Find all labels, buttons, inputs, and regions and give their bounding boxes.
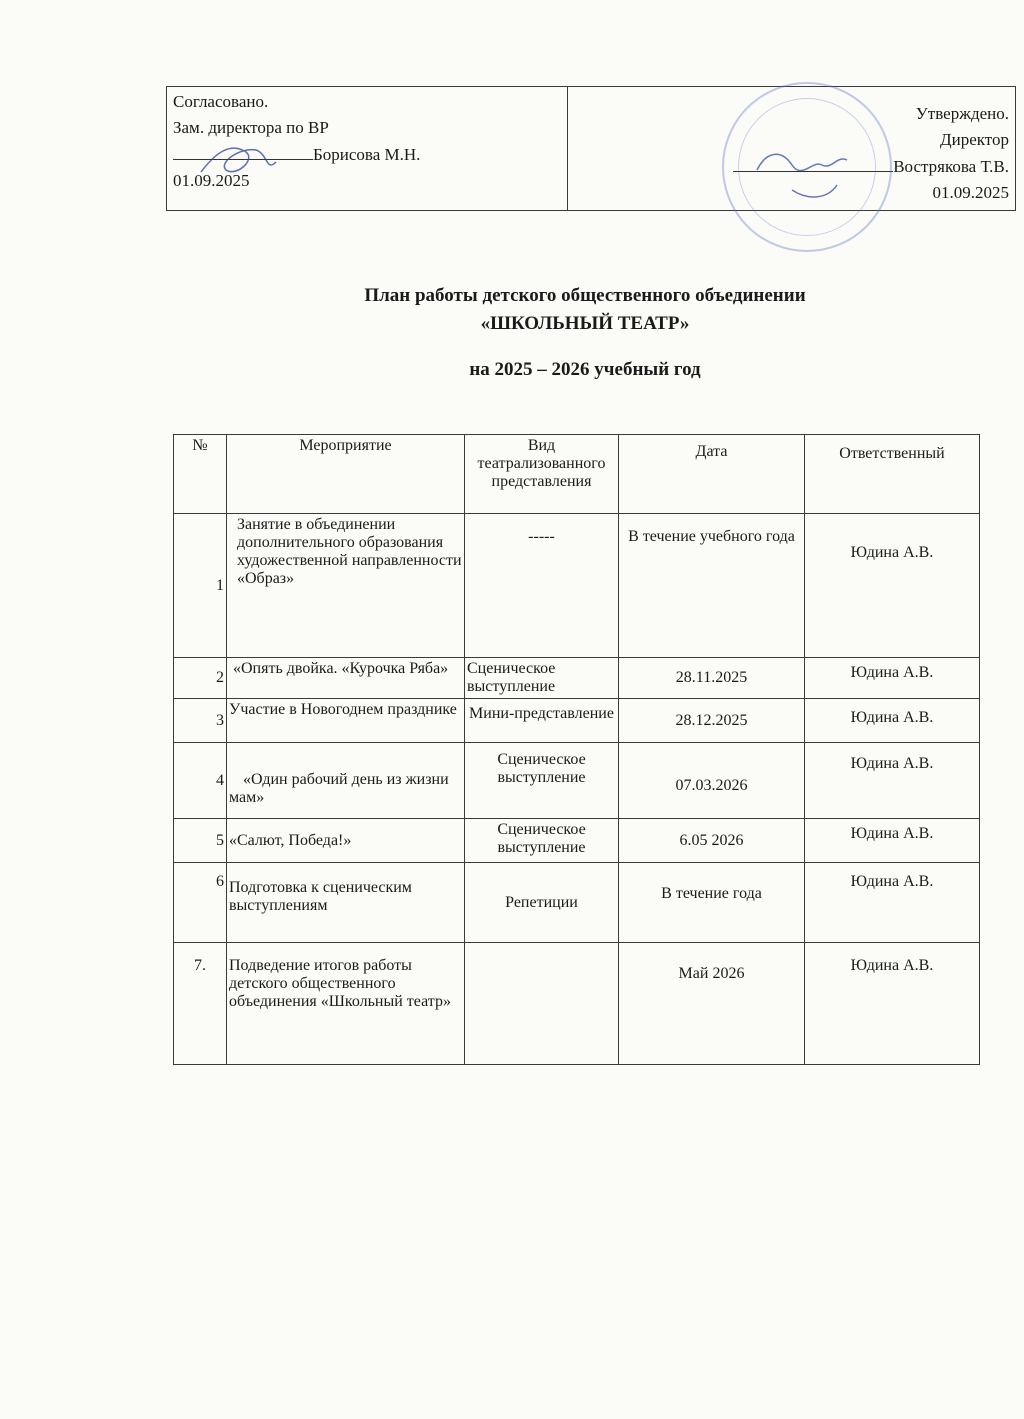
row-type: Мини-представление [465, 699, 619, 743]
approved-position: Директор [940, 130, 1009, 149]
row-resp: Юдина А.В. [805, 743, 980, 819]
agreed-cell [167, 87, 568, 211]
title-line-1: План работы детского общественного объединении [364, 285, 806, 306]
row-date: В течение года [619, 863, 805, 943]
title-line-3: на 2025 – 2026 учебный год [469, 359, 701, 380]
row-date: Май 2026 [619, 943, 805, 1065]
title-line-2: «ШКОЛЬНЫЙ ТЕАТР» [480, 313, 690, 334]
row-resp: Юдина А.В. [805, 819, 980, 863]
row-type: Репетиции [465, 863, 619, 943]
row-num: 3 [174, 699, 227, 743]
row-resp: Юдина А.В. [805, 514, 980, 658]
header-date: Дата [619, 435, 805, 514]
agreed-date: 01.09.2025 [173, 171, 250, 190]
row-date: 28.11.2025 [619, 658, 805, 699]
row-date: В течение учебного года [619, 514, 805, 658]
agreed-position: Зам. директора по ВР [173, 118, 329, 137]
document-title [0, 282, 1024, 384]
row-num: 1 [174, 514, 227, 658]
plan-table [173, 434, 980, 1065]
row-num: 2 [174, 658, 227, 699]
signature-line [173, 141, 313, 160]
agreed-signer: Борисова М.Н. [313, 145, 421, 164]
table-row [174, 658, 980, 699]
header-event: Мероприятие [227, 435, 465, 514]
table-row [174, 819, 980, 863]
row-type [465, 943, 619, 1065]
row-event: «Опять двойка. «Курочка Ряба» [227, 658, 465, 699]
row-num: 7. [174, 943, 227, 1065]
row-type: Сценическое выступление [465, 743, 619, 819]
approved-label: Утверждено. [915, 104, 1009, 123]
row-event: «Один рабочий день из жизни мам» [227, 743, 465, 819]
row-resp: Юдина А.В. [805, 658, 980, 699]
row-event: Подведение итогов работы детского общественного объединения «Школьный театр» [227, 943, 465, 1065]
table-row [174, 743, 980, 819]
row-resp: Юдина А.В. [805, 863, 980, 943]
row-type: ----- [465, 514, 619, 658]
row-resp: Юдина А.В. [805, 943, 980, 1065]
header-resp: Ответственный [805, 435, 980, 514]
table-row [174, 699, 980, 743]
row-event: Подготовка к сценическим выступлениям [227, 863, 465, 943]
approved-signer: Вострякова Т.В. [893, 157, 1009, 176]
table-row [174, 863, 980, 943]
agreed-label: Согласовано. [173, 92, 269, 111]
school-stamp [722, 82, 892, 252]
row-num: 6 [174, 863, 227, 943]
row-event: Занятие в объединении дополнительного образования художественной направленности «Образ» [227, 514, 465, 658]
row-date: 07.03.2026 [619, 743, 805, 819]
row-date: 6.05 2026 [619, 819, 805, 863]
row-date: 28.12.2025 [619, 699, 805, 743]
table-header-row [174, 435, 980, 514]
agreed-signer-line [173, 141, 561, 168]
header-type: Вид театрализованного представления [465, 435, 619, 514]
approved-date: 01.09.2025 [932, 183, 1009, 202]
row-type: Сценическое выступление [465, 819, 619, 863]
header-num: № [174, 435, 227, 514]
row-resp: Юдина А.В. [805, 699, 980, 743]
row-type: Сценическое выступление [465, 658, 619, 699]
row-event: «Салют, Победа!» [227, 819, 465, 863]
row-event: Участие в Новогоднем празднике [227, 699, 465, 743]
row-num: 5 [174, 819, 227, 863]
table-row [174, 943, 980, 1065]
table-row [174, 514, 980, 658]
row-num: 4 [174, 743, 227, 819]
